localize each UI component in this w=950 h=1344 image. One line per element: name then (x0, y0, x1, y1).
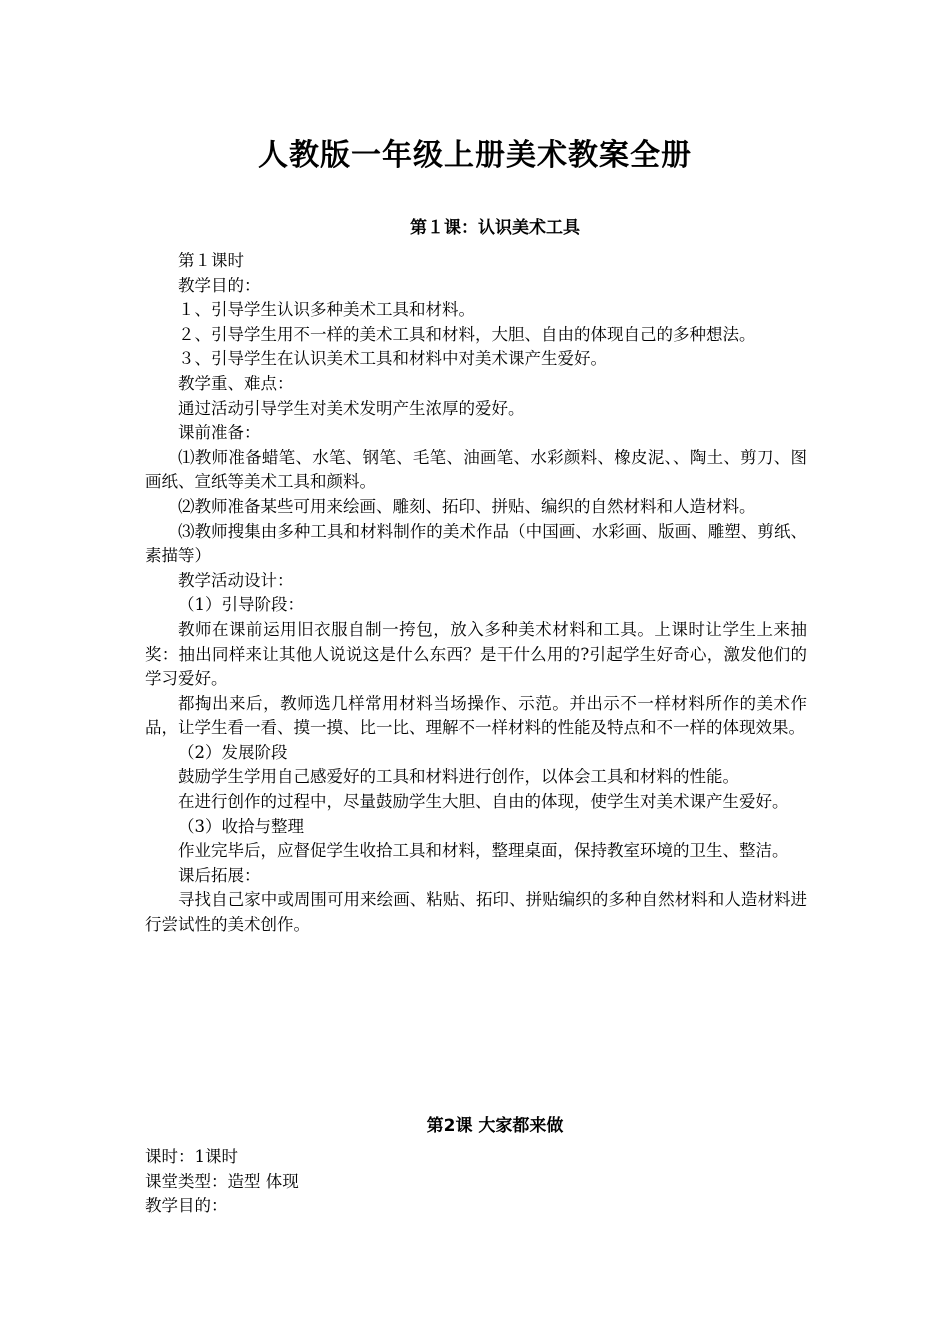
paragraph: 教学目的： (178, 275, 261, 295)
lesson-2-body (145, 1145, 807, 1219)
paragraph: 鼓励学生学用自己感爱好的工具和材料进行创作，以体会工具和材料的性能。 (178, 767, 739, 787)
paragraph: 课后拓展： (178, 865, 261, 885)
paragraph: ⑶教师搜集由多种工具和材料制作的美术作品（中国画、水彩画、版画、雕塑、剪纸、素描等） (145, 521, 807, 566)
paragraph: （1）引导阶段： (178, 595, 304, 615)
paragraph: 第１课时 (178, 251, 244, 270)
paragraph: （2）发展阶段 (178, 742, 288, 762)
document-title: 人教版一年级上册美术教案全册 (258, 138, 692, 173)
paragraph: 在进行创作的过程中，尽量鼓励学生大胆、自由的体现，使学生对美术课产生爱好。 (178, 792, 789, 812)
paragraph: １、引导学生认识多种美术工具和材料。 (178, 300, 475, 320)
paragraph: 教学重、难点： (178, 373, 294, 393)
paragraph: 教学活动设计： (178, 570, 294, 590)
paragraph: 寻找自己家中或周围可用来绘画、粘贴、拓印、拼贴编织的多种自然材料和人造材料进行尝试性的美术创作。 (145, 890, 807, 935)
lesson-1-body (145, 249, 807, 938)
paragraph: 教学目的： (145, 1196, 228, 1216)
paragraph: 都掏出来后，教师选几样常用材料当场操作、示范。并出示不一样材料所作的美术作品，让学生看一看、摸一摸、比一比、理解不一样材料的性能及特点和不一样的体现效果。 (145, 693, 807, 738)
paragraph: ２、引导学生用不一样的美术工具和材料，大胆、自由的体现自己的多种想法。 (178, 324, 756, 344)
lesson-2-heading: 第2课 大家都来做 (426, 1116, 564, 1136)
lesson-1-heading: 第１课：认识美术工具 (410, 218, 580, 238)
paragraph: 课堂类型：造型 体现 (145, 1171, 299, 1191)
paragraph: （3）收拾与整理 (178, 816, 304, 836)
paragraph: ⑴教师准备蜡笔、水笔、钢笔、毛笔、油画笔、水彩颜料、橡皮泥、、陶土、剪刀、图画纸、宣纸等美术工具和颜料。 (145, 447, 807, 492)
paragraph: 作业完毕后，应督促学生收拾工具和材料，整理桌面，保持教室环境的卫生、整洁。 (178, 841, 789, 861)
paragraph: 课时：1课时 (145, 1147, 238, 1166)
paragraph: 教师在课前运用旧衣服自制一挎包，放入多种美术材料和工具。上课时让学生上来抽奖：抽出同样来让其他人说说这是什么东西？是干什么用的?引起学生好奇心，激发他们的学习爱好。 (145, 619, 807, 689)
paragraph: ⑵教师准备某些可用来绘画、雕刻、拓印、拼贴、编织的自然材料和人造材料。 (178, 496, 756, 516)
paragraph: 课前准备： (178, 423, 261, 443)
paragraph: ３、引导学生在认识美术工具和材料中对美术课产生爱好。 (178, 349, 607, 369)
paragraph: 通过活动引导学生对美术发明产生浓厚的爱好。 (178, 398, 525, 418)
